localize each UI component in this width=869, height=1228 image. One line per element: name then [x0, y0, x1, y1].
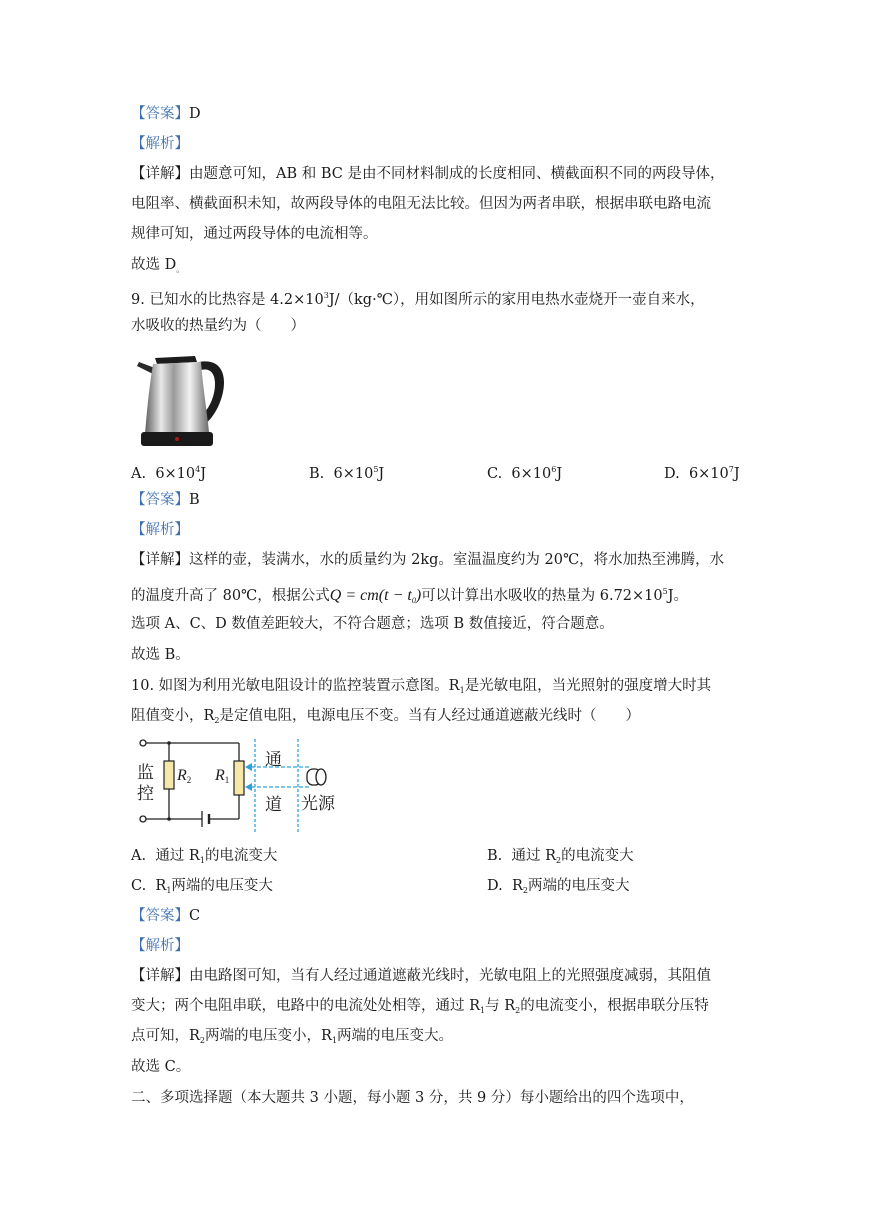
stem-text-cont: J/（kg·℃），用如图所示的家用电热水壶烧开一壶自来水， [328, 292, 705, 308]
option-base: 6×10 [155, 466, 196, 482]
option-exponent: 4 [195, 465, 201, 474]
detail-exponent: 5 [662, 587, 668, 596]
q9-option-b[interactable] [309, 460, 384, 484]
option-subscript: 1 [199, 856, 205, 865]
q10-option-c[interactable] [131, 876, 273, 901]
q9-detail-line-3: 选项 A、C、D 数值差距较大，不符合题意；选项 B 数值接近，符合题意。 [131, 616, 614, 632]
q10-detail-line-3 [131, 1026, 453, 1051]
q10-analysis-tag: 【解析】 [131, 938, 189, 954]
option-subscript: 1 [166, 886, 172, 895]
r1-label [214, 767, 229, 785]
answer-value: C [189, 908, 201, 924]
option-label: D. [664, 466, 680, 482]
detail-tag: 【详解】 [131, 552, 189, 568]
heat-formula [330, 587, 421, 604]
junction-top [167, 741, 171, 745]
option-unit: J [200, 466, 207, 482]
q10-stem-line-2 [131, 706, 640, 731]
electric-kettle-image [133, 348, 227, 450]
option-text-cont: 两端的电压变大 [527, 878, 630, 894]
q10-stem-line-1 [131, 676, 711, 701]
light-source-label: 光源 [301, 794, 335, 814]
option-subscript: 2 [556, 856, 562, 865]
option-exponent: 6 [551, 465, 557, 474]
q10-detail-line-2 [131, 996, 709, 1021]
option-text-cont: 的电流变大 [561, 848, 634, 864]
detail-text-cont: 与 R [485, 998, 516, 1014]
q10-conclusion: 故选 C。 [131, 1059, 191, 1075]
q9-answer-line [131, 490, 200, 510]
detail-text: 的温度升高了 80℃，根据公式 [131, 588, 330, 604]
option-label: B. [487, 848, 503, 864]
detail-text-end: 两端的电压变大。 [337, 1028, 454, 1044]
formula-end: ) [415, 587, 422, 604]
q10-answer-line [131, 906, 200, 926]
light-ray-lines [249, 767, 309, 787]
q9-option-d[interactable] [664, 460, 740, 484]
q10-option-b[interactable] [487, 846, 634, 871]
option-label: B. [309, 466, 325, 482]
q9-analysis-tag: 【解析】 [131, 522, 189, 538]
stem-subscript: 2 [214, 716, 220, 725]
answer-tag: 【答案】 [131, 106, 189, 122]
monitor-label-1: 监 [137, 763, 154, 783]
channel-label-2: 道 [265, 795, 282, 815]
option-base: 6×10 [333, 466, 374, 482]
option-text-cont: 的电流变大 [204, 848, 278, 864]
stem-text: 9. 已知水的比热容是 4.2×10 [131, 292, 324, 308]
r2-letter: R [177, 767, 187, 784]
option-unit: J [556, 466, 563, 482]
terminal-top [140, 740, 146, 746]
answer-value: B [189, 492, 200, 508]
terminal-bottom [140, 816, 146, 822]
q8-answer-line [131, 104, 201, 124]
option-label: A. [131, 466, 147, 482]
option-text-cont: 两端的电压变大 [171, 878, 273, 894]
q10-option-d[interactable] [487, 876, 629, 901]
q8-conclusion [131, 255, 184, 280]
q10-detail-line-1 [131, 966, 711, 986]
stem-text: 阻值变小，R [131, 708, 215, 724]
detail-subscript-2: 1 [331, 1036, 338, 1045]
option-label: A. [131, 848, 147, 864]
formula-subscript: 0 [411, 596, 416, 605]
r2-subscript: 2 [186, 775, 192, 785]
stem-subscript: 1 [459, 686, 465, 695]
q9-option-c[interactable] [487, 460, 562, 484]
answer-tag: 【答案】 [131, 908, 189, 924]
option-text: 通过 R [155, 848, 200, 864]
stem-text-cont: 是光敏电阻，当光照射的强度增大时其 [464, 678, 712, 694]
detail-text: 变大；两个电阻串联，电路中的电流处处相等，通过 R [131, 998, 481, 1014]
r1-subscript: 1 [224, 775, 230, 785]
q8-analysis-tag: 【解析】 [131, 136, 189, 152]
monitor-label-2: 控 [137, 784, 154, 804]
option-exponent: 7 [728, 465, 734, 474]
r1-letter: R [215, 767, 225, 784]
q9-conclusion: 故选 B。 [131, 647, 190, 663]
detail-subscript: 2 [199, 1036, 206, 1045]
resistor-r1 [234, 761, 244, 795]
detail-text-cont: 可以计算出水吸收的热量为 6.72×10 [421, 588, 663, 604]
resistor-r2 [164, 761, 174, 789]
answer-value: D [189, 106, 201, 122]
stem-text: 10. 如图为利用光敏电阻设计的监控装置示意图。R [131, 678, 460, 694]
section-2-heading: 二、多项选择题（本大题共 3 小题，每小题 3 分，共 9 分）每小题给出的四个选项中， [131, 1090, 694, 1106]
option-exponent: 5 [373, 465, 379, 474]
stem-text-cont: 是定值电阻，电源电压不变。当有人经过通道遮蔽光线时（ ） [219, 708, 641, 724]
option-text: R [155, 878, 167, 894]
option-base: 6×10 [511, 466, 552, 482]
option-unit: J [733, 466, 740, 482]
q9-stem-line-1 [131, 286, 705, 310]
q9-detail-line-2 [131, 582, 688, 611]
detail-text-cont: 两端的电压变小，R [205, 1028, 332, 1044]
detail-text: 这样的壶，装满水，水的质量约为 2kg。室温温度约为 20℃，将水加热至沸腾，水 [189, 552, 725, 568]
option-base: 6×10 [688, 466, 729, 482]
battery-symbol [202, 811, 209, 827]
detail-subscript: 1 [480, 1006, 486, 1015]
detail-text: 由题意可知，AB 和 BC 是由不同材料制成的长度相同、横截面积不同的两段导体， [189, 166, 725, 182]
q10-option-a[interactable] [131, 846, 277, 871]
option-text: 通过 R [511, 848, 557, 864]
detail-tag: 【详解】 [131, 968, 189, 984]
q9-stem-line-2: 水吸收的热量约为（ ） [131, 318, 305, 334]
conclusion-end: 。 [176, 265, 185, 274]
q8-detail-line-3: 规律可知，通过两段导体的电流相等。 [131, 226, 378, 242]
option-text: R [511, 878, 523, 894]
detail-text: 点可知，R [131, 1028, 200, 1044]
answer-tag: 【答案】 [131, 492, 189, 508]
conclusion-text: 故选 D [131, 257, 177, 273]
option-unit: J [378, 466, 385, 482]
junction-bottom [167, 817, 171, 821]
detail-tag: 【详解】 [131, 166, 189, 182]
q8-detail-line-1 [131, 164, 724, 184]
light-ray-arrow-1 [245, 763, 252, 771]
detail-text-end: 的电流变小，根据串联分压特 [520, 998, 709, 1014]
option-label: C. [487, 466, 503, 482]
option-label: C. [131, 878, 147, 894]
light-ray-arrow-2 [245, 783, 252, 791]
r2-label [176, 767, 191, 785]
option-label: D. [487, 878, 503, 894]
channel-label-1: 通 [265, 750, 282, 770]
monitoring-circuit-diagram [131, 733, 345, 837]
q9-option-a[interactable] [131, 460, 206, 484]
q9-detail-line-1 [131, 550, 724, 570]
stem-exponent: 3 [323, 291, 329, 300]
light-source-icon [307, 769, 326, 785]
formula-body: Q = cm(t − t [329, 587, 412, 604]
q8-detail-line-2: 电阻率、横截面积未知，故两段导体的电阻无法比较。但因为两者串联，根据串联电路电流 [131, 196, 711, 212]
detail-text: 由电路图可知，当有人经过通道遮蔽光线时，光敏电阻上的光照强度减弱，其阻值 [189, 968, 711, 984]
option-subscript: 2 [522, 886, 528, 895]
detail-subscript-2: 2 [515, 1006, 521, 1015]
detail-text-end: J。 [667, 588, 689, 604]
